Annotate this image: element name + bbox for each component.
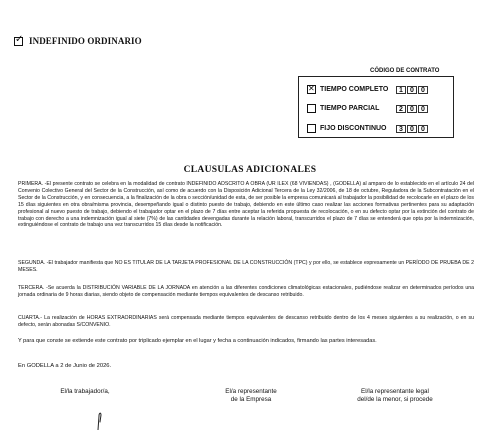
code-row-label: FIJO DISCONTINUO xyxy=(320,125,387,132)
fijo-discontinuo-checkbox[interactable] xyxy=(307,124,316,133)
contract-type-label: INDEFINIDO ORDINARIO xyxy=(29,36,142,46)
code-digits xyxy=(396,105,429,113)
code-digit: 0 xyxy=(418,86,428,94)
code-row-label: TIEMPO PARCIAL xyxy=(320,105,380,112)
document-title: CLAUSULAS ADICIONALES xyxy=(183,165,317,175)
code-row-fijo-discontinuo xyxy=(307,124,429,133)
place-date: En GODELLA a 2 de Junio de 2026. xyxy=(18,363,112,369)
handwritten-signature-mark xyxy=(92,410,106,430)
signature-worker-label: El/la trabajador/a, xyxy=(60,388,110,395)
tiempo-completo-checkbox[interactable] xyxy=(307,85,316,94)
signature-company-line1: El/a representante xyxy=(225,388,277,395)
code-digit: 3 xyxy=(396,125,406,133)
code-digit: 0 xyxy=(418,105,428,113)
signature-legal-line2: del/de la menor, si procede xyxy=(357,396,433,403)
code-digit: 1 xyxy=(396,86,406,94)
code-digit: 0 xyxy=(407,86,417,94)
code-digits xyxy=(396,125,429,133)
contract-code-title: CÓDIGO DE CONTRATO xyxy=(370,68,440,74)
code-digit: 2 xyxy=(396,105,406,113)
contract-code-box xyxy=(298,76,454,138)
closing-statement: Y para que conste se extiende este contrato por triplicado ejemplar en el lugar y fecha a continuación indicados, firmando las partes interesadas. xyxy=(18,338,377,344)
contract-type-header xyxy=(14,36,142,46)
indefinido-checkbox[interactable] xyxy=(14,37,23,46)
code-row-label: TIEMPO COMPLETO xyxy=(320,86,389,93)
signature-legal xyxy=(330,388,460,404)
clause-tercera: TERCERA. -Se acuerda la DISTRIBUCIÓN VARIABLE DE LA JORNADA en atención a las diferentes condiciones climatológicas estacionales, pudiéndose realizar en determinados períodos una jornada ordinaria de 9 horas diarias, siendo objeto de compensación mediante tiempos equivalentes de descanso retribuido. xyxy=(18,285,474,298)
signature-company-line2: de la Empresa xyxy=(230,396,272,403)
code-digit: 0 xyxy=(407,105,417,113)
clause-segunda: SEGUNDA. -El trabajador manifiesta que NO ES TITULAR DE LA TARJETA PROFESIONAL DE LA CONSTRUCCIÓN (TPC) y por ello, se establece expresamente un PERÍODO DE PRUEBA DE 2 MESES. xyxy=(18,260,474,273)
signature-worker xyxy=(40,388,130,396)
code-row-tiempo-parcial xyxy=(307,104,429,113)
code-digit: 0 xyxy=(407,125,417,133)
code-digit: 0 xyxy=(418,125,428,133)
clause-cuarta: CUARTA.- La realización de HORAS EXTRAORDINARIAS será compensada mediante tiempos equivalentes de descanso retribuido dentro de los 4 meses siguientes a su realización, o en su defecto, serán abonadas S/CONVENIO. xyxy=(18,315,474,328)
signature-company xyxy=(196,388,306,404)
tiempo-parcial-checkbox[interactable] xyxy=(307,104,316,113)
signature-legal-line1: El/la representante legal xyxy=(361,388,429,395)
code-digits xyxy=(396,86,429,94)
code-row-tiempo-completo xyxy=(307,85,429,94)
clause-primera: PRIMERA. -El presente contrato se celebra en la modalidad de contrato INDEFINIDO ADSCRITO A OBRA (UR ILEX (68 VIVIENDAS) , (GODELLA) al amparo de lo establecido en el artículo 24 del Convenio Colectivo General del Sector de la Construcción, así como de acuerdo con la Disposición Adicional Tercera de la Ley 32/2006, de 18 de octubre, Reguladora de la Subcontratación en el Sector de la Construcción, y en consecuencia, a la finalización de la obra o sección/unidad de esta, de ser posible la empresa comunicará al trabajador la posibilidad de recolocarle en el plazo de los 15 días siguientes en otra obra/misma provincia, desempeñando igual o distinto puesto de trabajo, debiendo en este último caso realizar las acciones formativas pertinentes para su adaptación profesional al nuevo puesto de trabajo, debiendo el trabajador optar en el plazo de 7 días entre aceptar la referida propuesta de recolocación, o en su defecto optar por la extinción del contrato de trabajo con derecho a una indemnización igual al siete (7%) de las cantidades devengadas durante la relación laboral, transcurridos el plazo de 7 días se entenderá que opta por la indemnización, extinguiéndose el contrato de trabajo una vez transcurridos 15 días desde la notificación. xyxy=(18,181,474,229)
